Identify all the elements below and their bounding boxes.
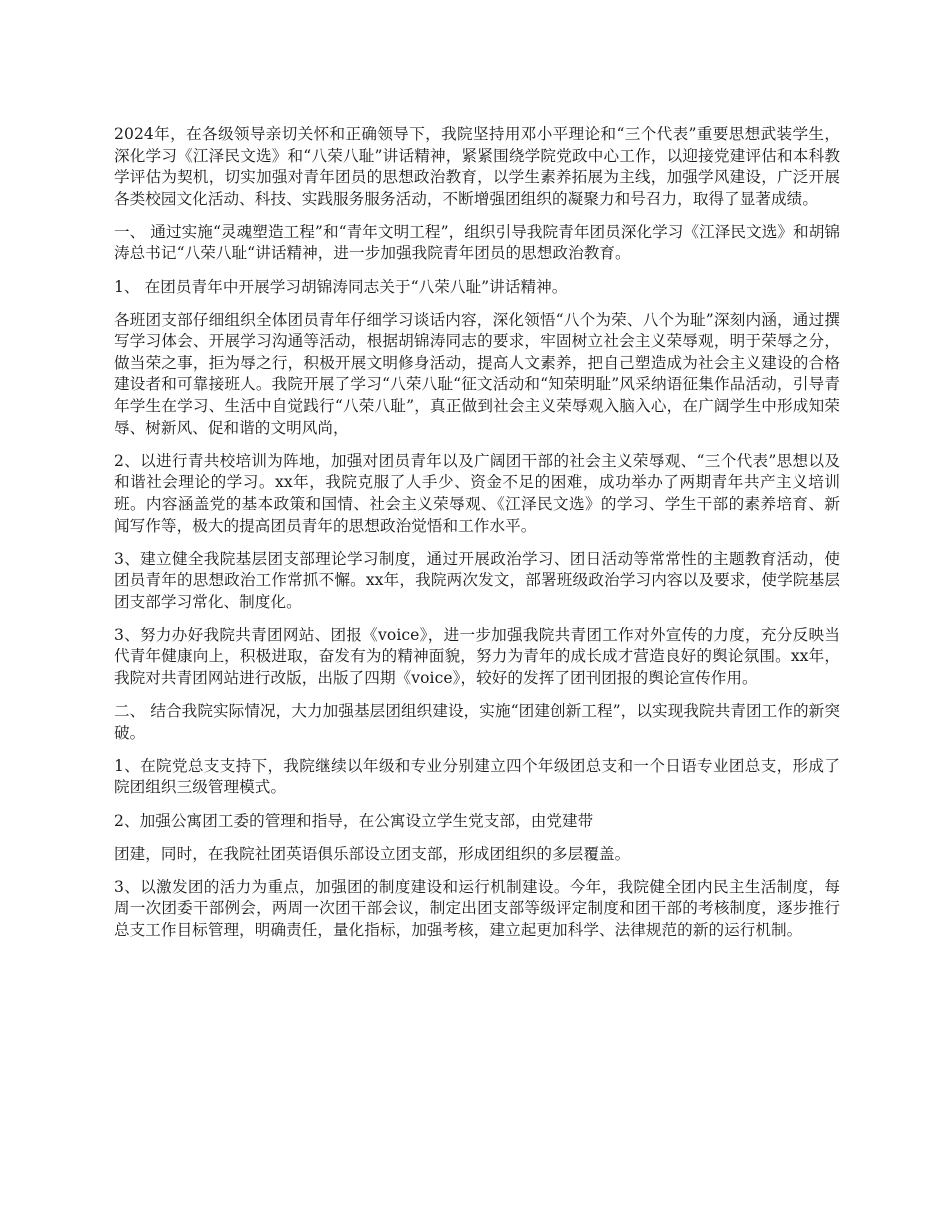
item-1-1: 1、 在团员青年中开展学习胡锦涛同志关于“八荣八耻”讲话精神。 <box>114 277 568 296</box>
item-1-3: 3、建立健全我院基层团支部理论学习制度，通过开展政治学习、团日活动等常常性的主题教育活动，使团员青年的思想政治工作常抓不懈。xx年，我院两次发文，部署班级政治学习内容以及要求，使学院基层团支部学习常化、制度化。 <box>114 549 840 611</box>
document-body <box>114 124 840 953</box>
section-heading-2: 二、 结合我院实际情况，大力加强基层团组织建设，实施“团建创新工程”，以实现我院共青团工作的新突破。 <box>114 702 840 742</box>
item-1-1-body: 各班团支部仔细组织全体团员青年仔细学习谈话内容，深化领悟“八个为荣、八个为耻”深刻内涵，通过撰写学习体会、开展学习沟通等活动，根据胡锦涛同志的要求，牢固树立社会主义荣辱观，明于荣辱之分，做当荣之事，拒为辱之行，积极开展文明修身活动，提高人文素养，把自己塑造成为社会主义建设的合格建设者和可靠接班人。我院开展了学习“八荣八耻“征文活动和“知荣明耻”风采纳语征集作品活动，引导青年学生在学习、生活中自觉践行“八荣八耻”，真正做到社会主义荣辱观入脑入心，在广阔学生中形成知荣辱、树新风、促和谐的文明风尚， <box>114 310 840 437</box>
item-1-2: 2、以进行青共校培训为阵地，加强对团员青年以及广阔团干部的社会主义荣辱观、“三个代表”思想以及和谐社会理论的学习。xx年，我院克服了人手少、资金不足的困难，成功举办了两期青年共产主义培训班。内容涵盖党的基本政策和国情、社会主义荣辱观、《江泽民文选》的学习、学生干部的素养培育、新闻写作等，极大的提高团员青年的思想政治觉悟和工作水平。 <box>114 451 840 535</box>
item-2-2-continued: 团建，同时，在我院社团英语俱乐部设立团支部，形成团组织的多层覆盖。 <box>114 844 631 863</box>
section-heading-1: 一、 通过实施“灵魂塑造工程”和“青年文明工程”，组织引导我院青年团员深化学习《江泽民文选》和胡锦涛总书记“八荣八耻“讲话精神，进一步加强我院青年团员的思想政治教育。 <box>114 222 840 263</box>
item-1-3b: 3、努力办好我院共青团网站、团报《voice》，进一步加强我院共青团工作对外宣传的力度，充分反映当代青年健康向上，积极进取，奋发有为的精神面貌，努力为青年的成长成才营造良好的舆论氛围。xx年，我院对共青团网站进行改版，出版了四期《voice》，较好的发挥了团刊团报的舆论宣传作用。 <box>114 625 840 688</box>
intro-paragraph: 2024年，在各级领导亲切关怀和正确领导下，我院坚持用邓小平理论和“三个代表”重要思想武装学生，深化学习《江泽民文选》和“八荣八耻”讲话精神，紧紧围绕学院党政中心工作，以迎接党建评估和本科教学评估为契机，切实加强对青年团员的思想政治教育，以学生素养拓展为主线，加强学风建设，广泛开展各类校园文化活动、科技、实践服务服务活动，不断增强团组织的凝聚力和号召力，取得了显著成绩。 <box>114 125 840 208</box>
item-2-2: 2、加强公寓团工委的管理和指导，在公寓设立学生党支部，由党建带 <box>114 811 594 830</box>
item-2-1: 1、在院党总支支持下，我院继续以年级和专业分别建立四个年级团总支和一个日语专业团总支，形成了院团组织三级管理模式。 <box>114 756 840 797</box>
item-2-3: 3、以激发团的活力为重点，加强团的制度建设和运行机制建设。今年，我院健全团内民主生活制度，每周一次团委干部例会，两周一次团干部会议，制定出团支部等级评定制度和团干部的考核制度，逐步推行总支工作目标管理，明确责任，量化指标，加强考核，建立起更加科学、法律规范的新的运行机制。 <box>114 877 840 939</box>
